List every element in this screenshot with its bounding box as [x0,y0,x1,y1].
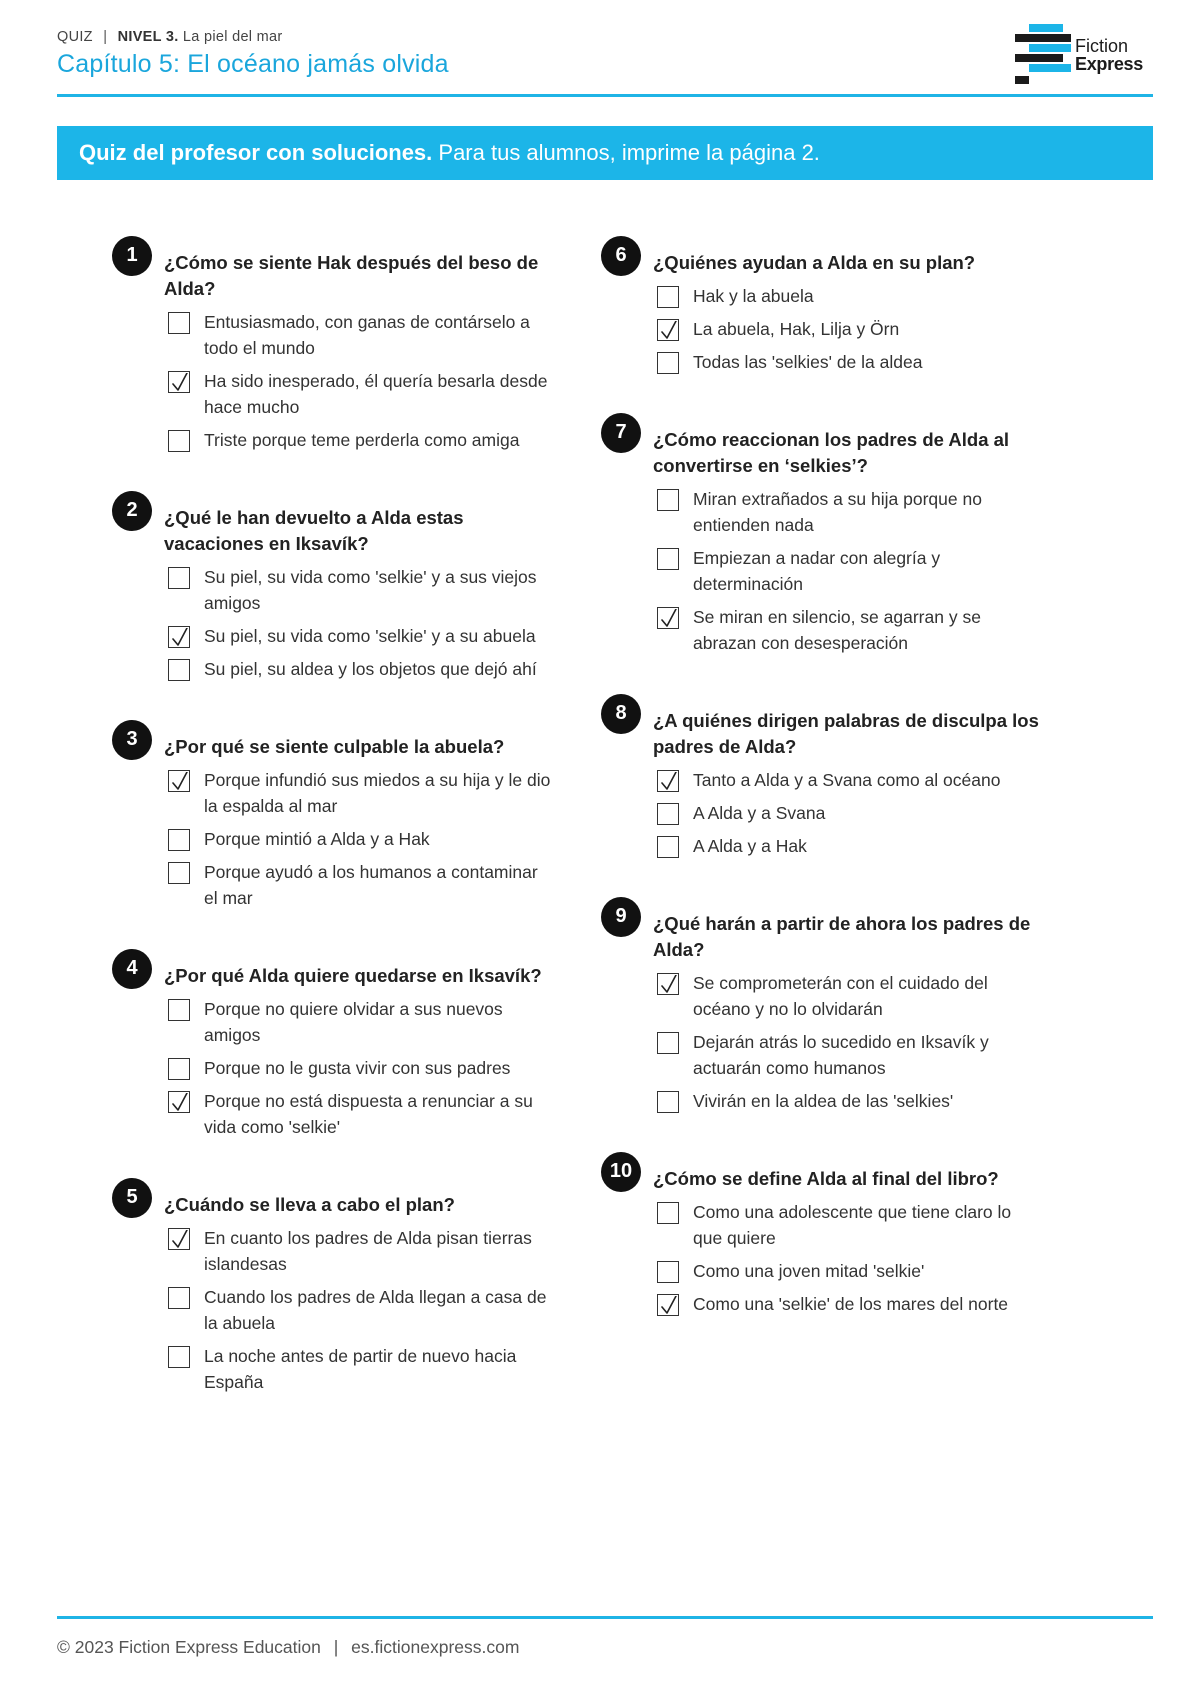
answer-option[interactable] [657,1291,1041,1317]
question-text: ¿Por qué se siente culpable la abuela? [164,736,505,757]
answer-option[interactable] [657,283,1041,309]
answer-option[interactable] [168,767,552,819]
answer-option[interactable] [657,545,1041,597]
checkbox[interactable] [657,286,679,308]
checkbox-checked[interactable] [657,973,679,995]
logo-stripes-icon [1015,24,1071,86]
answer-options [168,309,552,453]
question-number-badge: 2 [112,491,152,531]
question-text: ¿Cuándo se lleva a cabo el plan? [164,1194,455,1215]
logo-line1: Fiction [1075,36,1129,56]
checkbox[interactable] [168,1346,190,1368]
question-number-badge: 1 [112,236,152,276]
page-footer [57,1637,519,1658]
footer-copyright: © 2023 Fiction Express Education [57,1637,321,1657]
answer-option-text: Triste porque teme perderla como amiga [204,430,520,450]
level-label: NIVEL 3. [117,29,179,45]
answer-option-text: Como una 'selkie' de los mares del norte [693,1294,1009,1314]
logo-line2: Express [1075,54,1143,74]
answer-option-text: Porque no le gusta vivir con sus padres [204,1058,511,1078]
footer-divider [57,1616,1153,1619]
checkbox[interactable] [657,836,679,858]
question-number-badge: 8 [601,694,641,734]
question-block [601,694,1041,859]
checkmark-icon [660,1296,678,1316]
checkbox[interactable] [657,1032,679,1054]
teacher-quiz-banner [57,126,1153,180]
answer-option[interactable] [168,368,552,420]
answer-option-text: Como una joven mitad 'selkie' [693,1261,925,1281]
answer-option-text: Dejarán atrás lo sucedido en Iksavík y actuarán como humanos [693,1032,989,1078]
answer-option[interactable] [657,349,1041,375]
answer-option[interactable] [168,1055,552,1081]
answer-option-text: A Alda y a Svana [693,803,826,823]
answer-option-text: Su piel, su vida como 'selkie' y a su abuela [204,626,536,646]
answer-option-text: La abuela, Hak, Lilja y Örn [693,319,900,339]
answer-option-text: Porque infundió sus miedos a su hija y le dio la espalda al mar [204,770,551,816]
answer-option[interactable] [657,767,1041,793]
logo-wordmark [1075,37,1143,73]
answer-option[interactable] [168,1088,552,1140]
answer-option[interactable] [657,1088,1041,1114]
checkbox-checked[interactable] [168,1091,190,1113]
question-number-badge: 9 [601,897,641,937]
answer-option-text: Se miran en silencio, se agarran y se abrazan con desesperación [693,607,981,653]
question-number-badge: 5 [112,1178,152,1218]
answer-options [168,767,552,911]
checkbox[interactable] [168,430,190,452]
question-number-badge: 6 [601,236,641,276]
question-text: ¿Por qué Alda quiere quedarse en Iksavík? [164,965,542,986]
question-block [112,720,552,911]
checkbox-checked[interactable] [657,770,679,792]
answer-option[interactable] [168,826,552,852]
checkbox[interactable] [168,999,190,1021]
checkbox[interactable] [657,489,679,511]
answer-option-text: Porque ayudó a los humanos a contaminar el mar [204,862,538,908]
checkbox-checked[interactable] [168,1228,190,1250]
answer-options [657,767,1041,859]
answer-option[interactable] [168,623,552,649]
answer-option-text: Porque no está dispuesta a renunciar a su vida como 'selkie' [204,1091,533,1137]
checkmark-icon [171,373,189,393]
checkmark-icon [660,321,678,341]
answer-options [168,996,552,1140]
question-text: ¿Qué le han devuelto a Alda estas vacaciones en Iksavík? [164,507,464,554]
questions-column-right [601,236,1041,1355]
answer-option-text: A Alda y a Hak [693,836,807,856]
checkbox[interactable] [168,659,190,681]
header-divider [57,94,1153,97]
answer-option-text: Cuando los padres de Alda llegan a casa de la abuela [204,1287,547,1333]
answer-option[interactable] [657,604,1041,656]
fiction-express-logo [1015,24,1155,86]
checkbox[interactable] [168,1287,190,1309]
answer-options [657,1199,1041,1317]
question-block [112,949,552,1140]
checkbox[interactable] [657,548,679,570]
question-number-badge: 4 [112,949,152,989]
question-block [601,413,1041,656]
checkbox[interactable] [168,1058,190,1080]
question-block [112,236,552,453]
checkmark-icon [171,772,189,792]
answer-option-text: En cuanto los padres de Alda pisan tierras islandesas [204,1228,532,1274]
answer-option[interactable] [168,1284,552,1336]
question-number-badge: 7 [601,413,641,453]
question-number-badge: 10 [601,1152,641,1192]
answer-option[interactable] [168,309,552,361]
checkbox-checked[interactable] [168,770,190,792]
checkbox[interactable] [168,829,190,851]
question-block [601,1152,1041,1317]
question-block [601,897,1041,1114]
answer-option[interactable] [657,1199,1041,1251]
checkmark-icon [660,609,678,629]
answer-option[interactable] [657,1258,1041,1284]
answer-option[interactable] [657,833,1041,859]
checkbox[interactable] [657,352,679,374]
checkmark-icon [171,628,189,648]
banner-bold-text: Quiz del profesor con soluciones. [79,140,433,165]
answer-option-text: Tanto a Alda y a Svana como al océano [693,770,1001,790]
answer-options [657,970,1041,1114]
checkbox[interactable] [657,1261,679,1283]
answer-option-text: Su piel, su aldea y los objetos que dejó ahí [204,659,537,679]
question-text: ¿Qué harán a partir de ahora los padres de Alda? [653,913,1031,960]
checkbox[interactable] [168,567,190,589]
answer-option[interactable] [168,1225,552,1277]
answer-option[interactable] [657,800,1041,826]
question-number-badge: 3 [112,720,152,760]
checkbox-checked[interactable] [168,626,190,648]
breadcrumb [57,29,283,45]
chapter-title: Capítulo 5: El océano jamás olvida [57,50,449,78]
question-text: ¿Quiénes ayudan a Alda en su plan? [653,252,976,273]
answer-option[interactable] [168,996,552,1048]
answer-option-text: Vivirán en la aldea de las 'selkies' [693,1091,954,1111]
answer-options [168,564,552,682]
checkmark-icon [660,772,678,792]
answer-option-text: Empiezan a nadar con alegría y determinación [693,548,941,594]
answer-options [657,486,1041,656]
answer-option-text: Miran extrañados a su hija porque no entienden nada [693,489,982,535]
answer-option-text: Como una adolescente que tiene claro lo que quiere [693,1202,1012,1248]
checkbox[interactable] [657,1091,679,1113]
question-text: ¿Cómo se define Alda al final del libro? [653,1168,999,1189]
answer-option[interactable] [168,1343,552,1395]
questions-column-left [112,236,552,1433]
answer-option[interactable] [168,427,552,453]
book-title: La piel del mar [182,29,283,45]
answer-option-text: Todas las 'selkies' de la aldea [693,352,923,372]
answer-option-text: La noche antes de partir de nuevo hacia España [204,1346,517,1392]
checkbox[interactable] [168,862,190,884]
footer-website: es.fictionexpress.com [351,1637,520,1657]
checkbox[interactable] [168,312,190,334]
answer-option[interactable] [657,970,1041,1022]
question-block [112,491,552,682]
banner-text: Para tus alumnos, imprime la página 2. [432,140,820,165]
checkbox-checked[interactable] [657,607,679,629]
answer-option-text: Entusiasmado, con ganas de contárselo a todo el mundo [204,312,530,358]
checkbox[interactable] [657,803,679,825]
answer-option[interactable] [168,656,552,682]
answer-option-text: Hak y la abuela [693,286,814,306]
question-text: ¿A quiénes dirigen palabras de disculpa los padres de Alda? [653,710,1039,757]
checkbox-checked[interactable] [168,371,190,393]
answer-option-text: Porque no quiere olvidar a sus nuevos amigos [204,999,503,1045]
question-block [112,1178,552,1395]
answer-option[interactable] [657,316,1041,342]
page-header [57,24,1153,96]
checkmark-icon [171,1093,189,1113]
answer-option[interactable] [168,859,552,911]
checkbox[interactable] [657,1202,679,1224]
checkmark-icon [660,975,678,995]
answer-option[interactable] [657,1029,1041,1081]
answer-option-text: Su piel, su vida como 'selkie' y a sus viejos amigos [204,567,537,613]
answer-options [657,283,1041,375]
answer-option[interactable] [168,564,552,616]
checkbox-checked[interactable] [657,1294,679,1316]
answer-options [168,1225,552,1395]
quiz-label: QUIZ [57,29,93,45]
answer-option-text: Porque mintió a Alda y a Hak [204,829,430,849]
breadcrumb-separator: | [103,29,108,45]
question-block [601,236,1041,375]
question-text: ¿Cómo reaccionan los padres de Alda al convertirse en ‘selkies’? [653,429,1010,476]
answer-option-text: Ha sido inesperado, él quería besarla desde hace mucho [204,371,548,417]
question-text: ¿Cómo se siente Hak después del beso de Alda? [164,252,539,299]
answer-option[interactable] [657,486,1041,538]
checkbox-checked[interactable] [657,319,679,341]
footer-separator: | [333,1637,339,1657]
checkmark-icon [171,1230,189,1250]
answer-option-text: Se comprometerán con el cuidado del océano y no lo olvidarán [693,973,988,1019]
